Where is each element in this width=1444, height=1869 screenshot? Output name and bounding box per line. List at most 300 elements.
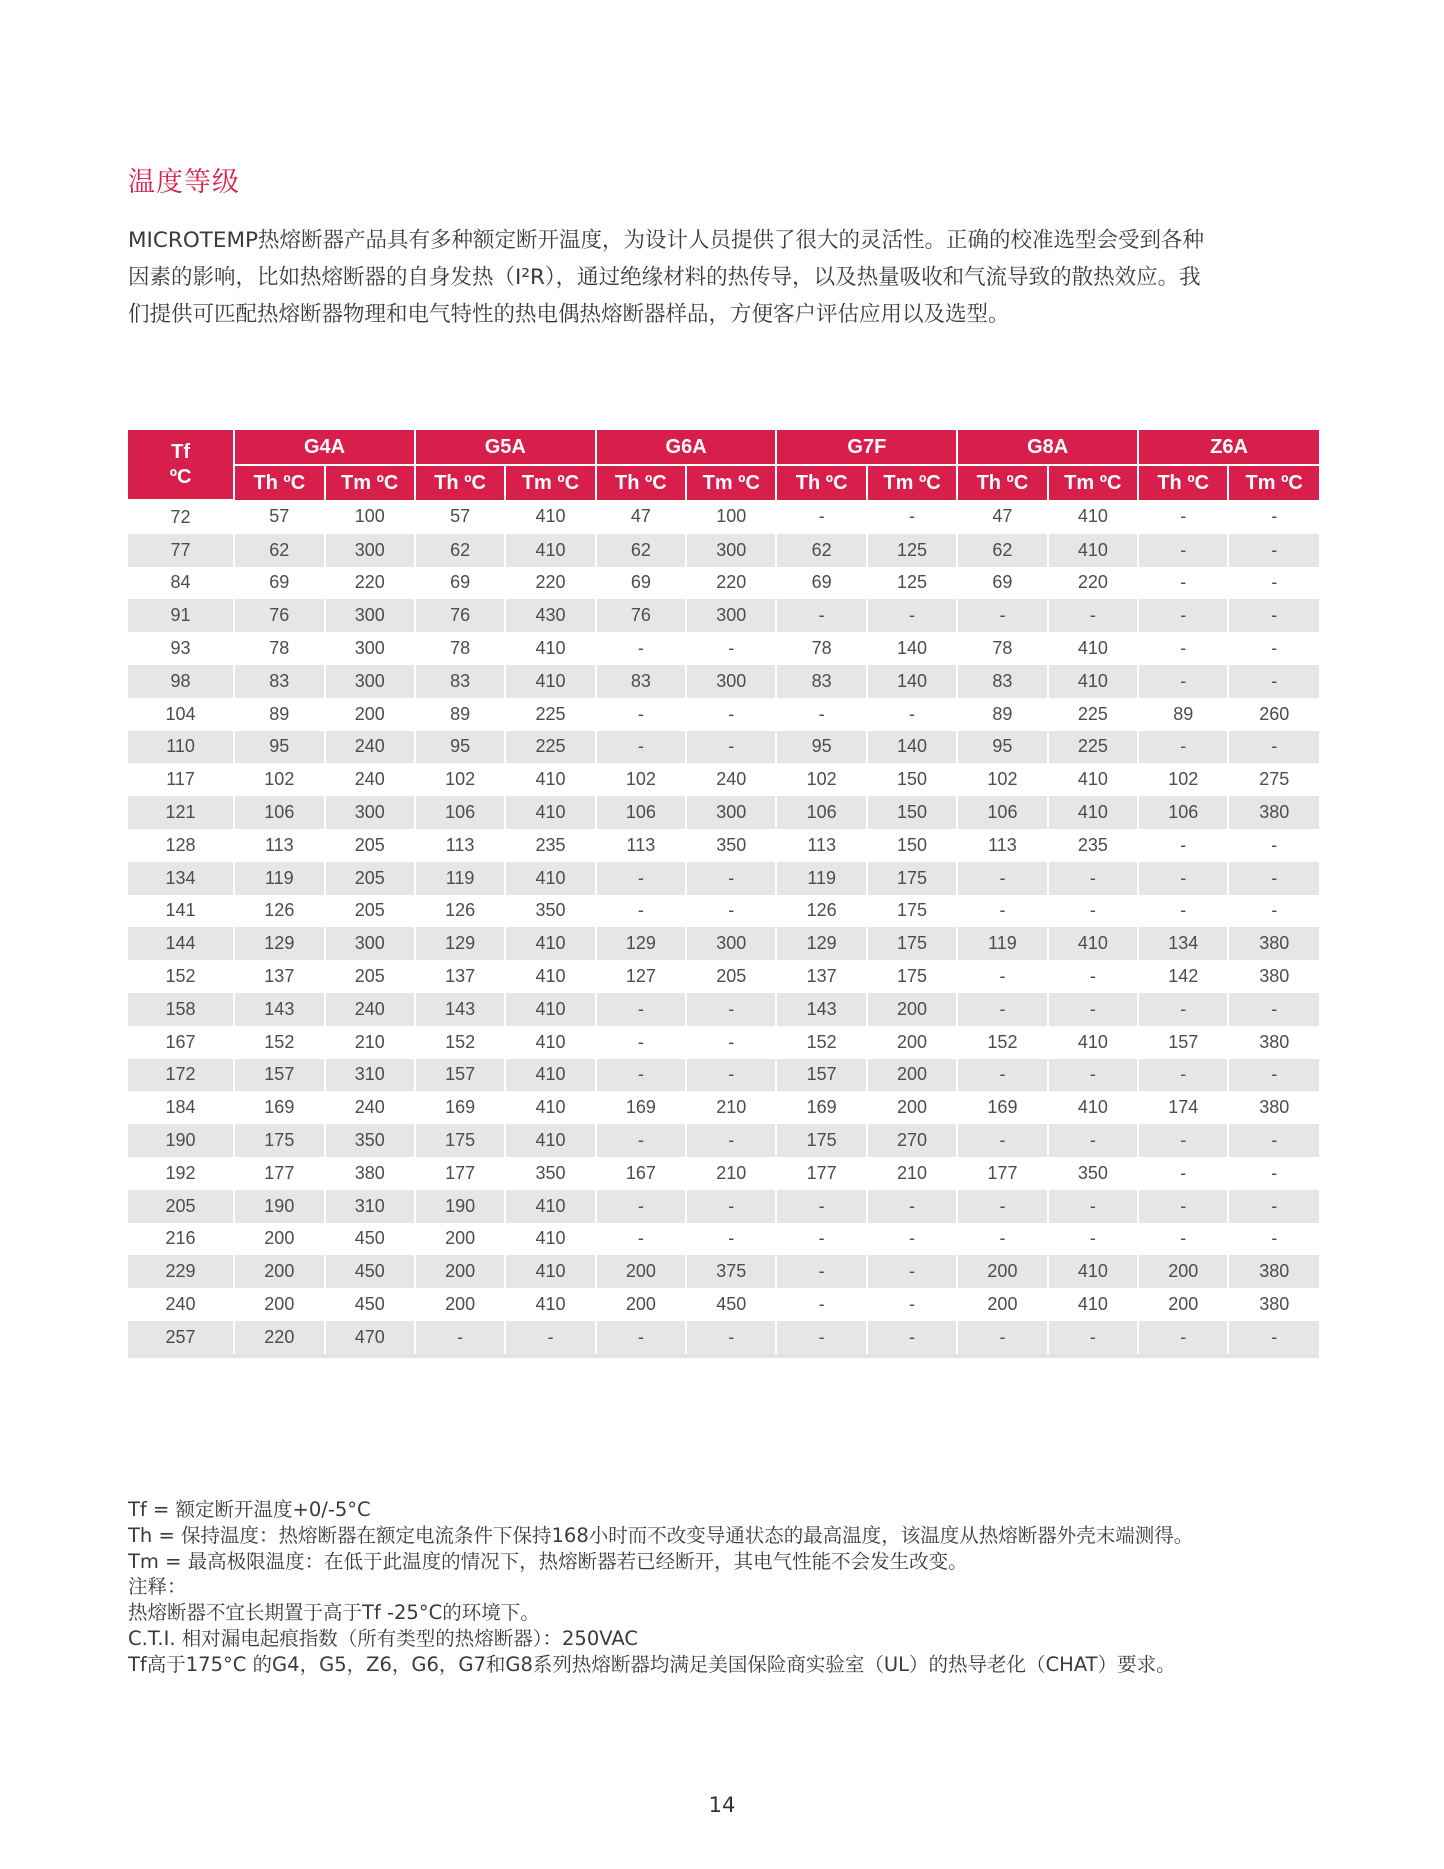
tf-cell: 144 <box>128 927 234 960</box>
th-cell: 113 <box>596 829 686 862</box>
tm-cell: - <box>1228 632 1319 665</box>
tf-cell: 184 <box>165 1097 196 1118</box>
tm-cell: 140 <box>867 632 957 665</box>
tm-cell: 310 <box>325 1059 415 1092</box>
th-cell: 78 <box>234 632 324 665</box>
th-cell: - <box>1138 829 1228 862</box>
th-cell: 83 <box>957 665 1047 698</box>
th-cell: 119 <box>776 862 866 895</box>
tf-cell: 158 <box>128 993 234 1026</box>
th-cell: 47 <box>596 500 686 534</box>
th-cell: - <box>415 1321 505 1356</box>
th-cell: 190 <box>415 1190 505 1223</box>
tm-cell: 175 <box>867 895 957 928</box>
tm-cell: 410 <box>505 632 595 665</box>
table-row <box>128 1255 1319 1288</box>
table-row <box>128 1124 1319 1157</box>
th-cell: 95 <box>234 731 324 764</box>
tm-cell: 205 <box>325 895 415 928</box>
tm-cell: - <box>1048 1223 1138 1256</box>
group-header-g4a: G4A <box>234 430 415 465</box>
tf-cell: 121 <box>128 796 234 829</box>
tm-cell: 300 <box>325 665 415 698</box>
table-row <box>128 665 1319 698</box>
tm-cell: 240 <box>325 1091 415 1124</box>
th-cell: - <box>596 1026 686 1059</box>
tm-cell: - <box>1228 599 1319 632</box>
intro-line: 们提供可匹配热熔断器物理和电气特性的热电偶热熔断器样品，方便客户评估应用以及选型。 <box>128 302 1010 327</box>
th-cell: 200 <box>415 1223 505 1256</box>
th-column-header: Th ºC <box>596 465 686 500</box>
table-row <box>128 895 1319 928</box>
tm-cell: 410 <box>505 927 595 960</box>
tm-cell: 205 <box>325 960 415 993</box>
tm-cell: - <box>1228 829 1319 862</box>
tm-cell: 150 <box>867 763 957 796</box>
tm-cell: 210 <box>325 1026 415 1059</box>
th-cell: - <box>1138 665 1228 698</box>
th-cell: 106 <box>234 796 324 829</box>
th-cell: - <box>1138 567 1228 600</box>
th-cell: 47 <box>957 500 1047 534</box>
th-cell: - <box>776 1255 866 1288</box>
table-row <box>128 960 1319 993</box>
th-cell: - <box>1138 862 1228 895</box>
table-row <box>128 731 1319 764</box>
th-cell: 113 <box>234 829 324 862</box>
th-cell: - <box>776 1288 866 1321</box>
th-cell: 126 <box>415 895 505 928</box>
table-row <box>128 1190 1319 1223</box>
table-row <box>128 599 1319 632</box>
tm-cell: - <box>1228 1124 1319 1157</box>
th-cell: - <box>957 1190 1047 1223</box>
tm-cell: - <box>686 1059 776 1092</box>
th-cell: 200 <box>234 1288 324 1321</box>
tm-cell: 220 <box>1048 567 1138 600</box>
tm-cell: 450 <box>325 1255 415 1288</box>
footnote-tf: Tf = 额定断开温度+0/-5°C <box>128 1498 371 1521</box>
th-cell: 200 <box>596 1288 686 1321</box>
th-cell: 200 <box>1138 1255 1228 1288</box>
tm-cell: 240 <box>325 731 415 764</box>
tm-cell: 410 <box>1048 796 1138 829</box>
th-cell: 169 <box>596 1091 686 1124</box>
tm-cell: 410 <box>505 500 595 534</box>
th-cell: 175 <box>776 1124 866 1157</box>
th-cell: 69 <box>415 567 505 600</box>
tf-cell: 192 <box>165 1162 196 1183</box>
tm-cell: 150 <box>867 829 957 862</box>
tm-cell: - <box>1228 1059 1319 1092</box>
th-cell: 62 <box>234 534 324 567</box>
tf-cell: 141 <box>165 900 196 921</box>
tm-cell: 300 <box>325 534 415 567</box>
th-cell: - <box>776 1223 866 1256</box>
th-cell: 78 <box>776 632 866 665</box>
tf-cell: 117 <box>166 769 195 790</box>
table-row <box>128 862 1319 895</box>
th-cell: - <box>776 500 866 534</box>
tm-column-header: Tm ºC <box>686 465 776 500</box>
th-cell: 169 <box>957 1091 1047 1124</box>
tm-cell: - <box>1228 534 1319 567</box>
tf-cell: 128 <box>165 834 196 855</box>
group-header-g7f: G7F <box>776 430 957 465</box>
tm-cell: - <box>867 500 957 534</box>
th-cell: 142 <box>1138 960 1228 993</box>
tf-cell: 98 <box>128 665 234 698</box>
tm-cell: 410 <box>505 1026 595 1059</box>
tf-cell: 229 <box>128 1255 234 1288</box>
tm-cell: 410 <box>1048 927 1138 960</box>
table-row <box>128 534 1319 567</box>
tm-cell: - <box>686 1190 776 1223</box>
th-cell: 89 <box>957 698 1047 731</box>
th-cell: - <box>596 1124 686 1157</box>
tm-cell: 205 <box>686 960 776 993</box>
th-cell: - <box>596 1321 686 1356</box>
th-cell: 89 <box>415 698 505 731</box>
tm-cell: - <box>1228 895 1319 928</box>
tm-cell: 220 <box>325 567 415 600</box>
tf-column-header <box>128 430 234 500</box>
tm-cell: 310 <box>325 1190 415 1223</box>
tm-cell: 275 <box>1228 763 1319 796</box>
th-cell: 95 <box>957 731 1047 764</box>
th-cell: 127 <box>596 960 686 993</box>
tm-cell: 300 <box>325 796 415 829</box>
th-cell: - <box>1138 1059 1228 1092</box>
tm-cell: - <box>867 1321 957 1356</box>
tm-cell: - <box>686 993 776 1026</box>
table-row <box>128 1091 1319 1124</box>
tm-cell: 200 <box>325 698 415 731</box>
th-cell: 69 <box>776 567 866 600</box>
tm-cell: 410 <box>505 1091 595 1124</box>
tm-cell: - <box>867 698 957 731</box>
tm-cell: 450 <box>325 1288 415 1321</box>
tm-cell: - <box>686 698 776 731</box>
th-cell: 169 <box>234 1091 324 1124</box>
tf-cell: 91 <box>128 599 234 632</box>
tm-cell: - <box>686 1124 776 1157</box>
tm-cell: 200 <box>867 993 957 1026</box>
th-cell: 152 <box>415 1026 505 1059</box>
th-column-header: Th ºC <box>234 465 324 500</box>
group-header-g6a: G6A <box>596 430 777 465</box>
group-header-z6a: Z6A <box>1138 430 1319 465</box>
th-cell: 106 <box>957 796 1047 829</box>
table-row <box>128 1026 1319 1059</box>
th-cell: 62 <box>776 534 866 567</box>
th-cell: 69 <box>234 567 324 600</box>
th-cell: 137 <box>415 960 505 993</box>
th-cell: 113 <box>776 829 866 862</box>
th-cell: 57 <box>415 500 505 534</box>
tm-cell: 240 <box>325 993 415 1026</box>
th-cell: 169 <box>415 1091 505 1124</box>
tm-cell: 350 <box>325 1124 415 1157</box>
th-cell: - <box>957 993 1047 1026</box>
tm-cell: 150 <box>867 796 957 829</box>
tf-cell: 104 <box>165 703 196 724</box>
th-cell: - <box>1138 993 1228 1026</box>
tm-cell: - <box>1228 1321 1319 1356</box>
footnotes <box>128 1497 1328 1678</box>
tm-cell: - <box>1048 599 1138 632</box>
th-cell: 200 <box>234 1255 324 1288</box>
tm-cell: 380 <box>1228 1288 1319 1321</box>
tm-cell: - <box>686 1026 776 1059</box>
table-row <box>128 500 1319 534</box>
tm-cell: 410 <box>505 1288 595 1321</box>
table-row <box>128 1059 1319 1092</box>
tf-cell: 72 <box>170 506 191 527</box>
tf-cell: 172 <box>128 1059 234 1092</box>
tm-cell: - <box>867 1288 957 1321</box>
th-column-header: Th ºC <box>1138 465 1228 500</box>
th-cell: 200 <box>234 1223 324 1256</box>
th-cell: 157 <box>1138 1026 1228 1059</box>
th-cell: 157 <box>234 1059 324 1092</box>
intro-line: 因素的影响，比如热熔断器的自身发热（I²R），通过绝缘材料的热传导，以及热量吸收和气流导致的散热效应。我 <box>128 265 1201 290</box>
tm-cell: 100 <box>325 500 415 534</box>
footnote-ul-chat: Tf高于175°C 的G4，G5，Z6，G6，G7和G8系列热熔断器均满足美国保险商实验室（UL）的热导老化（CHAT）要求。 <box>128 1652 1176 1676</box>
th-cell: 83 <box>776 665 866 698</box>
th-cell: 95 <box>415 731 505 764</box>
tm-cell: 140 <box>867 731 957 764</box>
tm-cell: 300 <box>686 599 776 632</box>
tm-cell: - <box>686 632 776 665</box>
table-body <box>128 500 1319 1356</box>
th-cell: 190 <box>234 1190 324 1223</box>
tm-cell: 410 <box>1048 1255 1138 1288</box>
th-cell: 78 <box>957 632 1047 665</box>
th-cell: 174 <box>1138 1091 1228 1124</box>
th-cell: - <box>957 1124 1047 1157</box>
tm-cell: 410 <box>1048 534 1138 567</box>
tm-cell: 200 <box>867 1026 957 1059</box>
th-cell: - <box>776 1321 866 1356</box>
th-cell: 175 <box>415 1124 505 1157</box>
table-row <box>128 567 1319 600</box>
tm-cell: 380 <box>1228 796 1319 829</box>
tm-cell: 300 <box>325 632 415 665</box>
th-cell: - <box>1138 1321 1228 1356</box>
tm-cell: 350 <box>686 829 776 862</box>
tf-cell: 257 <box>128 1321 234 1356</box>
tm-cell: 300 <box>686 796 776 829</box>
tf-cell: 205 <box>128 1190 234 1223</box>
tm-cell: 300 <box>686 665 776 698</box>
tm-cell: 175 <box>867 927 957 960</box>
th-cell: 76 <box>415 599 505 632</box>
th-cell: - <box>596 862 686 895</box>
th-cell: - <box>596 1059 686 1092</box>
table-row <box>128 698 1319 731</box>
th-cell: 106 <box>415 796 505 829</box>
th-column-header: Th ºC <box>957 465 1047 500</box>
tm-cell: - <box>686 1321 776 1356</box>
tm-cell: 410 <box>505 1255 595 1288</box>
th-cell: 177 <box>415 1157 505 1190</box>
tm-cell: - <box>1048 1190 1138 1223</box>
th-cell: - <box>596 632 686 665</box>
th-cell: 200 <box>596 1255 686 1288</box>
th-cell: 152 <box>776 1026 866 1059</box>
page-number: 14 <box>708 1793 736 1817</box>
footnote-ambient: 热熔断器不宜长期置于高于Tf -25°C的环境下。 <box>128 1601 540 1625</box>
th-cell: 134 <box>1138 927 1228 960</box>
th-cell: 106 <box>1138 796 1228 829</box>
th-cell: 106 <box>776 796 866 829</box>
th-cell: 126 <box>234 895 324 928</box>
tm-cell: - <box>686 731 776 764</box>
tm-cell: 225 <box>505 731 595 764</box>
th-cell: - <box>1138 1124 1228 1157</box>
th-cell: 102 <box>776 763 866 796</box>
th-cell: 167 <box>596 1157 686 1190</box>
tm-cell: 450 <box>686 1288 776 1321</box>
temperature-grade-table <box>128 430 1319 1358</box>
tf-cell: 84 <box>170 572 191 593</box>
table-row <box>128 927 1319 960</box>
th-cell: 102 <box>596 763 686 796</box>
tm-cell: 410 <box>505 796 595 829</box>
tm-cell: 410 <box>505 862 595 895</box>
tm-cell: - <box>1048 1124 1138 1157</box>
th-cell: - <box>596 993 686 1026</box>
th-cell: - <box>596 731 686 764</box>
tm-cell: 380 <box>1228 927 1319 960</box>
table-row <box>128 763 1319 796</box>
tm-cell: 125 <box>867 534 957 567</box>
table-row <box>128 829 1319 862</box>
tm-cell: 300 <box>686 927 776 960</box>
tm-cell: - <box>1228 665 1319 698</box>
th-column-header: Th ºC <box>776 465 866 500</box>
th-cell: - <box>776 599 866 632</box>
th-cell: 157 <box>415 1059 505 1092</box>
intro-line: MICROTEMP热熔断器产品具有多种额定断开温度，为设计人员提供了很大的灵活性。正确的校准选型会受到各种 <box>128 228 1205 253</box>
th-cell: 83 <box>415 665 505 698</box>
th-cell: - <box>596 698 686 731</box>
tf-cell: 93 <box>170 638 191 659</box>
th-cell: 177 <box>776 1157 866 1190</box>
tf-cell: 152 <box>165 966 196 987</box>
th-cell: 62 <box>415 534 505 567</box>
tm-cell: 235 <box>1048 829 1138 862</box>
th-cell: - <box>1138 895 1228 928</box>
th-cell: - <box>957 1223 1047 1256</box>
footnote-remarks-label: 注释： <box>128 1575 187 1599</box>
th-cell: 76 <box>596 599 686 632</box>
tm-cell: - <box>1048 895 1138 928</box>
group-header-g5a: G5A <box>415 430 596 465</box>
tm-cell: 410 <box>505 1223 595 1256</box>
tf-cell: 240 <box>165 1294 196 1315</box>
th-cell: 102 <box>415 763 505 796</box>
table-row <box>128 1321 1319 1356</box>
tm-cell: 350 <box>505 895 595 928</box>
th-column-header: Th ºC <box>415 465 505 500</box>
th-cell: 78 <box>415 632 505 665</box>
tm-cell: 300 <box>686 534 776 567</box>
tm-column-header: Tm ºC <box>1048 465 1138 500</box>
tm-cell: - <box>686 1223 776 1256</box>
tm-cell: 410 <box>505 534 595 567</box>
th-cell: 69 <box>596 567 686 600</box>
th-cell: - <box>596 1223 686 1256</box>
tm-cell: - <box>867 599 957 632</box>
th-cell: 129 <box>776 927 866 960</box>
tm-cell: 410 <box>505 665 595 698</box>
tm-cell: - <box>1048 993 1138 1026</box>
tm-cell: 410 <box>1048 500 1138 534</box>
th-cell: - <box>1138 599 1228 632</box>
tm-cell: 235 <box>505 829 595 862</box>
th-cell: 62 <box>596 534 686 567</box>
th-cell: - <box>596 1190 686 1223</box>
th-cell: 137 <box>776 960 866 993</box>
tm-cell: 210 <box>867 1157 957 1190</box>
table-header <box>128 430 1319 500</box>
tm-cell: - <box>867 1223 957 1256</box>
tm-cell: - <box>1228 1223 1319 1256</box>
tm-cell: 220 <box>686 567 776 600</box>
tm-cell: 410 <box>505 993 595 1026</box>
th-cell: 200 <box>957 1288 1047 1321</box>
th-cell: - <box>776 698 866 731</box>
tm-cell: - <box>1048 960 1138 993</box>
th-cell: 129 <box>415 927 505 960</box>
th-cell: 119 <box>415 862 505 895</box>
table-row <box>128 1223 1319 1256</box>
tf-cell: 134 <box>128 862 234 895</box>
tf-header-label: Tf <box>171 440 190 463</box>
tm-cell: 410 <box>505 1190 595 1223</box>
tm-cell: 200 <box>867 1091 957 1124</box>
tm-cell: 350 <box>505 1157 595 1190</box>
th-cell: 102 <box>957 763 1047 796</box>
tm-cell: 375 <box>686 1255 776 1288</box>
th-cell: 106 <box>596 796 686 829</box>
th-cell: 129 <box>234 927 324 960</box>
th-cell: 143 <box>776 993 866 1026</box>
th-cell: 129 <box>596 927 686 960</box>
tm-cell: - <box>867 1190 957 1223</box>
th-cell: 57 <box>234 500 324 534</box>
tm-cell: 205 <box>325 829 415 862</box>
tm-cell: 450 <box>325 1223 415 1256</box>
th-cell: 200 <box>1138 1288 1228 1321</box>
tm-cell: - <box>867 1255 957 1288</box>
tm-column-header: Tm ºC <box>505 465 595 500</box>
th-cell: 200 <box>415 1288 505 1321</box>
table-row <box>128 1157 1319 1190</box>
table-row <box>128 632 1319 665</box>
th-cell: - <box>957 862 1047 895</box>
tm-cell: 240 <box>325 763 415 796</box>
intro-paragraph <box>128 222 1328 333</box>
th-cell: - <box>957 895 1047 928</box>
tf-cell: 110 <box>128 731 234 764</box>
tm-cell: 220 <box>505 567 595 600</box>
tm-cell: 430 <box>505 599 595 632</box>
tm-cell: 410 <box>505 1059 595 1092</box>
th-cell: 152 <box>957 1026 1047 1059</box>
